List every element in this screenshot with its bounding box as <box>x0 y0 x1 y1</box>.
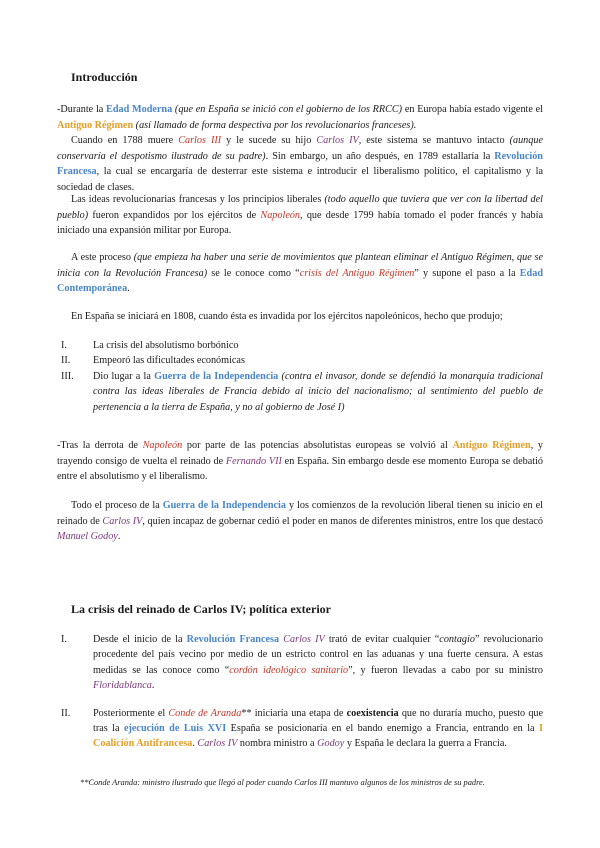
text: (aunque conservaría el despotismo ilustrado de su padre) <box>57 135 543 162</box>
list-item <box>57 706 543 752</box>
paragraph-4 <box>57 250 543 297</box>
list-number: II. <box>61 707 71 719</box>
text: (que empieza ha haber una serie de movimientos que plantean eliminar el Antiguo Régimen, que se inicia con la Revolución Francesa) <box>57 252 543 279</box>
text: , la cual se encargaría de desterrar este sistema e introducir el liberalismo político, el capitalismo y la sociedad de clases. <box>57 166 543 193</box>
term-antiguo-regimen: Antiguo Régimen <box>57 119 134 131</box>
paragraph-5: En España se iniciará en 1808, cuando ésta es invadida por los ejércitos napoleónicos, hecho que produjo; <box>71 311 503 322</box>
list-text <box>93 369 543 415</box>
text: por parte de las potencias absolutistas europeas se volvió al <box>182 440 453 451</box>
list-number: I. <box>61 634 67 645</box>
name-napoleon: Napoleón <box>260 209 301 221</box>
text: Las ideas revolucionarias francesas y los principios liberales <box>71 194 325 205</box>
name-manuel-godoy: Manuel Godoy <box>57 531 118 543</box>
text: , y trayendo consigo de vuelta el reinado de <box>57 440 544 467</box>
list-item <box>57 338 543 353</box>
text: Todo el proceso de la <box>71 500 163 511</box>
name-carlos-iv: Carlos IV <box>197 738 238 750</box>
name-carlos-iii: Carlos III <box>178 135 222 146</box>
list-item <box>57 632 543 694</box>
text: Dio lugar a la <box>93 370 155 382</box>
text: se le conoce como “ <box>207 267 300 279</box>
list-text <box>93 632 543 694</box>
name-carlos-iv: Carlos IV <box>316 135 359 146</box>
term-guerra-independencia: Guerra de la Independencia <box>162 500 286 511</box>
text: . <box>127 283 130 295</box>
text: y los comienzos de la revolución liberal tienen su inicio en el reinado de <box>57 500 543 527</box>
section2-list <box>57 632 543 752</box>
text: . <box>117 531 121 543</box>
paragraph-6 <box>57 438 543 485</box>
list-text: La crisis del absolutismo borbónico <box>93 340 239 351</box>
text: Desde el inicio de la <box>93 634 187 645</box>
paragraph-3 <box>57 192 543 239</box>
paragraph-2 <box>57 133 543 195</box>
text: en Europa había estado vigente el <box>402 104 543 115</box>
text: Posteriormente el <box>93 707 169 719</box>
text: -Tras la derrota de <box>57 440 143 451</box>
paragraph-7 <box>57 498 543 545</box>
text: fueron expandidos por los ejércitos de <box>88 209 261 221</box>
text: , este sistema se mantuvo intacto <box>358 135 510 146</box>
text: (que en España se inició con el gobierno de los RRCC) <box>172 104 403 115</box>
paragraph-1 <box>57 102 543 133</box>
text: -Durante la <box>57 104 107 115</box>
text: , quien incapaz de gobernar cedió el poder en manos de diferentes ministros, entre los que destacó <box>142 515 543 527</box>
text: (así llamado de forma despectiva por los revolucionarios franceses). <box>133 119 417 131</box>
list-text: Empeoró las dificultades económicas <box>93 355 245 367</box>
section-title-crisis-carlos-iv: La crisis del reinado de Carlos IV; política exterior <box>71 602 331 616</box>
term-antiguo-regimen: Antiguo Régimen <box>452 440 531 451</box>
text: y le sucede su hijo <box>221 135 317 146</box>
term-revolucion-francesa: Revolución Francesa <box>57 150 543 178</box>
text: ” revolucionario procedente del país vecino por medio de un estricto control en las aduanas y una fuerte censura. A estas medidas se las conoce como “ <box>93 634 544 676</box>
text: (contra el invasor, donde se defendió la monarquía tradicional contra las ideas liberales de Francia debido al inicio del nacionalismo; al sentimiento del pueblo de pertenencia a la tierra de España, y no al gobierno de José I) <box>93 370 543 413</box>
text: España se posicionaría en el bando enemigo a Francia, entrando en la <box>226 723 540 735</box>
name-carlos-iv: Carlos IV <box>102 515 143 527</box>
text: . <box>192 738 198 750</box>
term-edad-contemporanea: Edad Contemporánea <box>57 267 543 295</box>
term-coexistencia: coexistencia <box>346 707 399 719</box>
name-fernando-vii: Fernando VII <box>225 455 282 467</box>
list-text <box>93 706 543 752</box>
term-crisis-antiguo-regimen: crisis del Antiguo Régimen <box>299 267 415 279</box>
text: ”, y fueron llevadas a cabo por su ministro <box>348 664 543 676</box>
consequences-list <box>57 338 543 415</box>
name-napoleon: Napoleón <box>142 440 183 451</box>
footnote: **Conde Aranda: ministro ilustrado que llegó al poder cuando Carlos III mantuvo algunos de los ministros de su padre. <box>80 778 485 787</box>
term-ejecucion-luis-xvi: ejecución de Luis XVI <box>123 723 227 735</box>
name-godoy: Godoy <box>317 738 345 750</box>
list-item <box>57 369 543 415</box>
text: que no duraría mucho, puesto que tras la <box>93 707 544 735</box>
list-item <box>57 353 543 368</box>
term-contagio: contagio <box>439 634 475 645</box>
text: . Sin embargo, un año después, en 1789 estallaría la <box>265 150 495 162</box>
term-edad-moderna: Edad Moderna <box>106 104 173 115</box>
text: , que desde 1799 había tomado el poder francés y había iniciado una expansión militar por Europa. <box>57 209 543 237</box>
text: Cuando en 1788 muere <box>71 135 179 146</box>
text: (todo aquello que tuviera que ver con la libertad del pueblo) <box>57 194 543 221</box>
name-floridablanca: Floridablanca <box>93 680 152 692</box>
list-number: I. <box>61 340 67 351</box>
section-title-introduccion: Introducción <box>71 70 138 84</box>
list-number: III. <box>61 370 74 382</box>
term-cordon-sanitario: cordón ideológico sanitario <box>229 664 349 676</box>
text: nombra ministro a <box>237 738 318 750</box>
term-guerra-independencia: Guerra de la Independencia <box>154 370 279 382</box>
list-number: II. <box>61 355 71 367</box>
term-revolucion-francesa: Revolución Francesa <box>186 634 280 645</box>
name-carlos-iv: Carlos IV <box>283 634 325 645</box>
text: ** iniciaría una etapa de <box>241 707 347 719</box>
text: y España le declara la guerra a Francia. <box>344 738 507 750</box>
text: A este proceso <box>71 252 134 263</box>
term-coalicion-antifrancesa: I Coalición Antifrancesa <box>93 723 543 750</box>
text: ” y supone el paso a la <box>414 267 520 279</box>
text: trató de evitar cualquier “ <box>324 634 440 645</box>
name-conde-aranda: Conde de Aranda <box>168 707 242 719</box>
text: . <box>151 680 155 692</box>
text: en España. Sin embargo desde ese momento Europa se debatió entre el absolutismo y el liberalismo. <box>57 455 544 483</box>
